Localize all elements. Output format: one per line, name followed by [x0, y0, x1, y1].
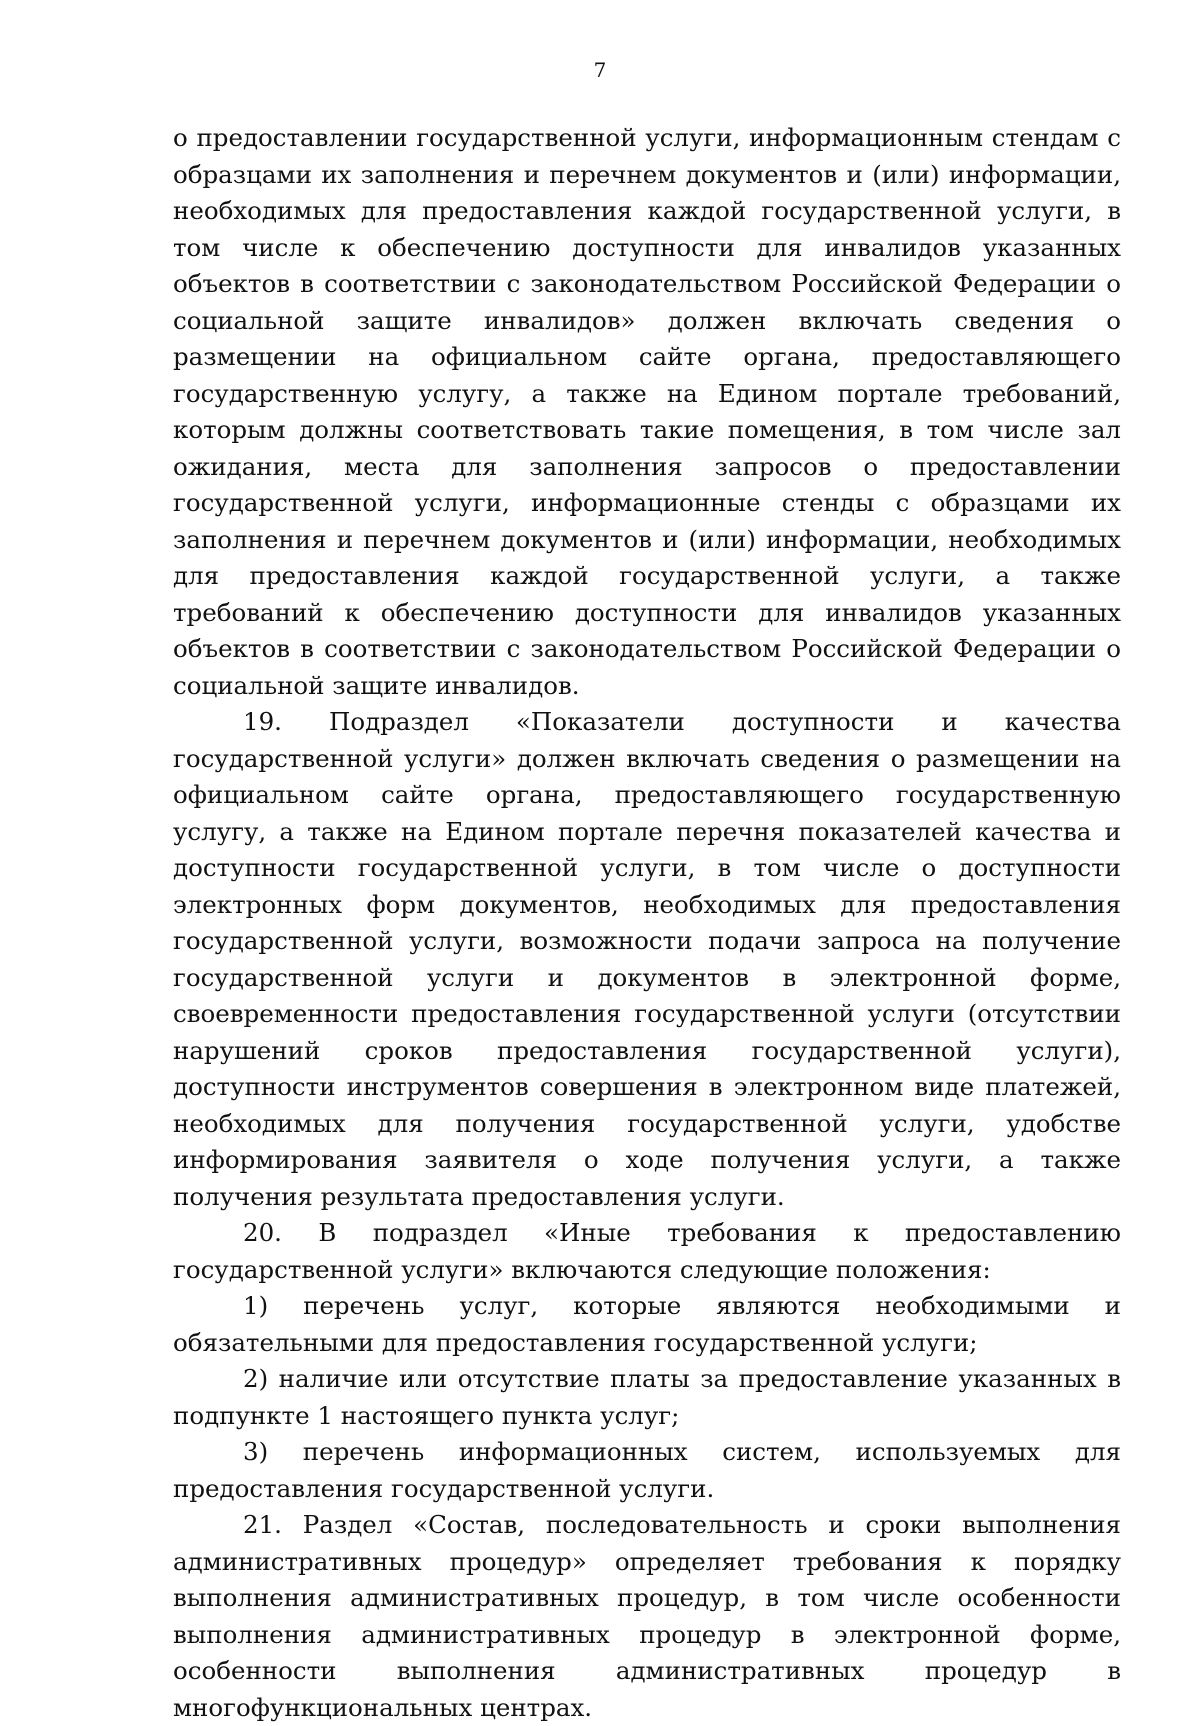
paragraph-continuation: о предоставлении государственной услуги, информационным стендам с образцами их заполнения и перечнем документов и (или) информации, необходимых для предоставления каждой государственной услуги, в том числе к обеспечению доступности для инвалидов указанных объектов в соответствии с законодательством Российской Федерации о социальной защите инвалидов» должен включать сведения о размещении на официальном сайте органа, предоставляющего государственную услугу, а также на Едином портале требований, которым должны соответствовать такие помещения, в том числе зал ожидания, места для заполнения запросов о предоставлении государственной услуги, информационные стенды с образцами их заполнения и перечнем документов и (или) информации, необходимых для предоставления каждой государственной услуги, а также требований к обеспечению доступности для инвалидов указанных объектов в соответствии с законодательством Российской Федерации о социальной защите инвалидов. — [173, 123, 1121, 700]
paragraph-20: 20. В подраздел «Иные требования к предоставлению государственной услуги» включаются следующие положения: — [173, 1218, 1121, 1284]
paragraph-20-item-1: 1) перечень услуг, которые являются необходимыми и обязательными для предоставления государственной услуги; — [173, 1291, 1121, 1357]
paragraph-19: 19. Подраздел «Показатели доступности и качества государственной услуги» должен включать сведения о размещении на официальном сайте органа, предоставляющего государственную услугу, а также на Едином портале перечня показателей качества и доступности государственной услуги, в том числе о доступности электронных форм документов, необходимых для предоставления государственной услуги, возможности подачи запроса на получение государственной услуги и документов в электронной форме, своевременности предоставления государственной услуги (отсутствии нарушений сроков предоставления государственной услуги), доступности инструментов совершения в электронном виде платежей, необходимых для получения государственной услуги, удобстве информирования заявителя о ходе получения услуги, а также получения результата предоставления услуги. — [173, 707, 1121, 1211]
paragraph-20-item-3: 3) перечень информационных систем, используемых для предоставления государственной услуги. — [173, 1437, 1121, 1503]
page-number: 7 — [593, 58, 607, 82]
paragraph-20-item-2: 2) наличие или отсутствие платы за предоставление указанных в подпункте 1 настоящего пункта услуг; — [173, 1364, 1121, 1430]
document-body — [173, 120, 1121, 1726]
paragraph-21: 21. Раздел «Состав, последовательность и сроки выполнения административных процедур» определяет требования к порядку выполнения административных процедур, в том числе особенности выполнения административных процедур в электронной форме, особенности выполнения административных процедур в многофункциональных центрах. — [173, 1510, 1121, 1722]
